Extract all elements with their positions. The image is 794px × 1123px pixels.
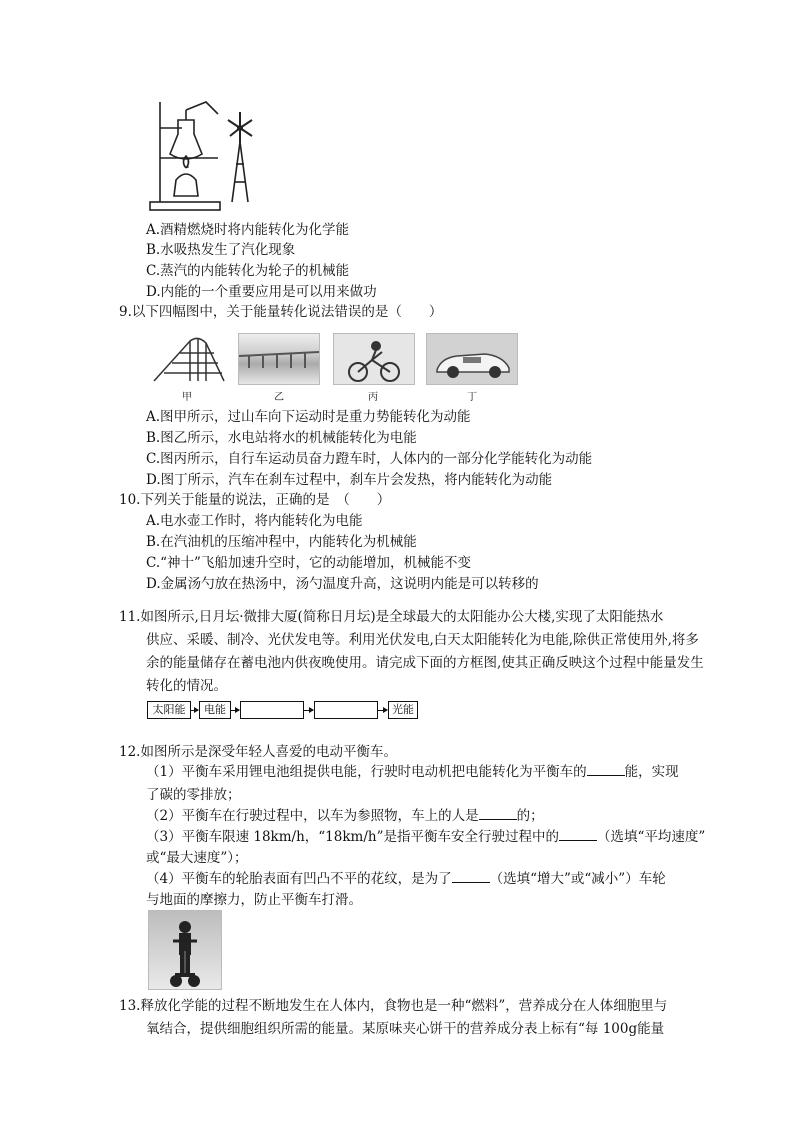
q12-part-4-text: （4）平衡车的轮胎表面有凹凸不平的花纹，是为了 [146,871,452,887]
q9-photo-hydropower [238,333,320,385]
q9-option-a: A.图甲所示，过山车向下运动时是重力势能转化为动能 [146,409,471,425]
q9-caption-yi: 乙 [274,392,284,403]
q11-line-3: 余的能量储存在蓄电池内供夜晚使用。请完成下面的方框图,使其正确反映这个过程中能量发生 [146,655,704,671]
q12-part-4 [146,869,666,889]
q9-option-c: C.图丙所示，自行车运动员奋力蹬车时，人体内的一部分化学能转化为动能 [146,451,593,467]
q12-part-1-text-end: 能，实现 [624,764,679,780]
flow-arrow [303,710,313,711]
q11-line-1: 11.如图所示,日月坛·微排大厦(简称日月坛)是全球最大的太阳能办公大楼,实现了太阳能热水 [119,609,664,625]
q10-option-a: A.电水壶工作时，将内能转化为电能 [146,513,363,529]
flow-box-blank-1[interactable] [240,701,304,719]
flow-box-blank-2[interactable] [314,701,378,719]
q12-part-2-text: （2）平衡车在行驶过程中，以车为参照物，车上的人是 [146,808,479,824]
answer-blank[interactable] [559,828,597,841]
q11-line-4: 转化的情况。 [146,678,227,694]
flow-box-electric-energy: 电能 [199,701,231,719]
answer-blank[interactable] [452,870,490,883]
q8-option-a: A.酒精燃烧时将内能转化为化学能 [146,222,350,238]
q9-caption-bing: 丙 [368,392,378,403]
q12-part-1 [146,762,679,782]
flow-arrow [190,710,198,711]
q9-stem: 9.以下四幅图中，关于能量转化说法错误的是（ ） [119,304,443,320]
q12-part-2-text-end: 的； [516,808,544,824]
q12-part-3-text: （3）平衡车限速 18km/h，“18km/h”是指平衡车安全行驶过程中的 [146,829,559,845]
q9-photo-roller-coaster [150,333,228,383]
q12-part-2 [146,806,544,826]
q13-line-1: 13.释放化学能的过程不断地发生在人体内，食物也是一种“燃料”，营养成分在人体细胞里与 [119,998,668,1014]
flow-box-light-energy: 光能 [388,701,418,719]
q9-option-d: D.图丁所示，汽车在刹车过程中，刹车片会发热，将内能转化为动能 [146,472,553,488]
steam-turbine-figure [148,98,268,214]
q12-part-1-text: （1）平衡车采用锂电池组提供电能，行驶时电动机把电能转化为平衡车的 [146,764,587,780]
q12-part-3 [146,827,705,847]
q11-line-2: 供应、采暖、制冷、光伏发电等。利用光伏发电,白天太阳能转化为电能,除供正常使用外,将多 [146,632,699,648]
q8-option-c: C.蒸汽的内能转化为轮子的机械能 [146,263,350,279]
answer-blank[interactable] [479,807,517,820]
q8-option-b: B.水吸热发生了汽化现象 [146,242,296,258]
q10-option-b: B.在汽油机的压缩冲程中，内能转化为机械能 [146,534,417,550]
q9-caption-jia: 甲 [182,392,192,403]
q9-photo-race-car [426,333,518,385]
flow-box-solar-energy: 太阳能 [147,701,191,719]
flow-arrow [377,710,387,711]
q12-stem: 12.如图所示是深受年轻人喜爱的电动平衡车。 [119,744,397,760]
q12-part-1-cont: 了碳的零排放； [146,787,241,803]
q12-part-4-cont: 与地面的摩擦力，防止平衡车打滑。 [146,892,362,908]
q12-part-3-text-end: （选填“平均速度” [597,829,706,845]
q12-part-4-text-end: （选填“增大”或“减小”）车轮 [489,871,666,887]
q8-option-d: D.内能的一个重要应用是可以用来做功 [146,284,377,300]
q10-stem: 10.下列关于能量的说法，正确的是 （ ） [119,492,391,508]
q12-photo-balance-scooter [148,910,222,990]
q10-option-d: D.金属汤勺放在热汤中，汤勺温度升高，这说明内能是可以转移的 [146,576,539,592]
q9-caption-ding: 丁 [467,392,477,403]
q12-part-3-cont: 或“最大速度”）； [146,850,248,866]
answer-blank[interactable] [587,763,625,776]
q9-option-b: B.图乙所示，水电站将水的机械能转化为电能 [146,430,417,446]
q13-line-2: 氧结合，提供细胞组织所需的能量。某原味夹心饼干的营养成分表上标有“每 100g能量 [146,1021,665,1037]
q10-option-c: C.“神十”飞船加速升空时，它的动能增加，机械能不变 [146,555,471,571]
flow-arrow [230,710,239,711]
q9-photo-cyclist [333,333,415,385]
